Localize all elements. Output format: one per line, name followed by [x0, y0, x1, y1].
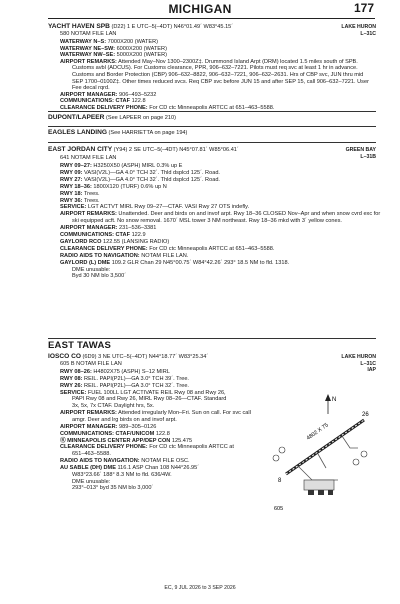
entry-line — [60, 163, 182, 170]
field-label: AIRPORT REMARKS: — [60, 58, 117, 65]
field-value: W83°23.66´ 188° 8.3 NM to fld. 636/4W. — [72, 471, 172, 478]
field-value: 1800X120 (TURF) 0.6% up N — [91, 183, 167, 190]
field-value: DME unusable: — [72, 266, 111, 273]
field-value: 125.475 — [170, 437, 193, 444]
chart-ref: LAKE HURON — [341, 24, 376, 30]
field-label: Ⓡ MINNEAPOLIS CENTER APP/DEP CON — [60, 437, 171, 444]
chart-refs — [341, 24, 376, 37]
airport-name: EAGLES LANDING — [48, 129, 107, 136]
airport-diagram — [268, 392, 374, 516]
field-label: RWY 08–26: — [60, 369, 92, 375]
header-rule — [48, 18, 375, 19]
runway-end-label: 8 — [278, 478, 282, 484]
section-rule — [48, 338, 376, 339]
field-label: AIRPORT MANAGER: — [60, 225, 118, 232]
field-value: NOTAM FILE OSC. — [139, 458, 190, 465]
field-label: RWY 09–27: — [60, 163, 92, 169]
city-heading: EAST TAWAS — [48, 340, 112, 351]
chart-ref: L–31B — [360, 153, 376, 160]
airport-title-line — [48, 24, 233, 31]
field-label: AIRPORT MANAGER: — [60, 91, 118, 98]
airport-header-info: (6D9) 3 NE UTC–5(–4DT) N44°18.77´ W83°25.34´ — [80, 354, 209, 360]
field-value: Trees. — [82, 190, 100, 197]
field-value: LGT ACTVT MIRL Rwy 09–27—CTAF. VASI Rwy 27 OTS indefly. — [86, 204, 250, 211]
section-rule — [48, 111, 376, 112]
field-label: RADIO AIDS TO NAVIGATION: — [60, 458, 140, 465]
entry-line — [72, 79, 369, 86]
field-label: CLEARANCE DELIVERY PHONE: — [60, 444, 148, 451]
field-label: COMMUNICATIONS: CTAF — [60, 232, 131, 238]
airport-name: IOSCO CO — [48, 353, 81, 360]
field-value: Customs and Border Protection (CBP) 906–632–8822, 906–632–7221, 906–632–2631. Hrs of CBP svc, JUN thru mid — [72, 72, 364, 78]
field-value: NOTAM FILE LAN. — [139, 252, 189, 259]
field-value: ski equipped acft. No snow removal. 1670´ MSL tower 3 NM northeast. Rwy 18–36 mkd with 3´ yellow cones. — [72, 218, 342, 225]
field-value: H4802X75 (ASPH) S–12 MIRL — [91, 369, 170, 375]
field-value: 6000X200 (WATER) — [115, 45, 167, 52]
field-value: VASI(V2L)—GA 4.0° TCH 32´. Thld dsplcd 125´. Road. — [82, 176, 220, 183]
field-value: Byd 30 NM blo 3,500´ — [72, 273, 127, 280]
entry-line — [72, 451, 111, 458]
entry-line — [60, 232, 146, 239]
entry-line — [60, 253, 188, 260]
field-label: RWY 18: — [60, 190, 83, 197]
field-label: AU SABLE (DH) DME — [60, 464, 116, 471]
airport-header-info: (D22) 1 E UTC–5(–4DT) N46°01.49´ W83°45.15´ — [109, 24, 234, 30]
field-value: VASI(V2L)—GA 4.0° TCH 32´. Thld dsplcd 125´. Road. — [82, 169, 220, 176]
page-number: 177 — [353, 1, 374, 15]
field-value: For CD ctc Minneapolis ARTCC at 651–463–5588. — [147, 105, 275, 111]
apron — [304, 480, 334, 495]
field-value: FUEL 100LL LGT ACTIVATE REIL Rwy 08 and Rwy 26, — [86, 389, 226, 396]
entry-line — [72, 396, 226, 403]
field-label: RADIO AIDS TO NAVIGATION: — [60, 252, 140, 259]
section-rule — [48, 142, 376, 143]
field-value: 293°–013° byd 35 NM blo 3,000´ — [72, 485, 154, 492]
field-value: 122.8 — [130, 98, 146, 105]
field-value: Trees. — [82, 197, 100, 204]
effective-dates-footer: EC, 9 JUL 2026 to 3 SEP 2026 — [164, 585, 236, 591]
field-value: 122.55 (LANSING RADIO) — [101, 238, 170, 245]
entry-line — [60, 246, 274, 253]
field-value: Customs avbl (ADCUS). For Customs clearance, PPR, 906–632–7221. Pilots must req svc at least 1 hr in advance. — [72, 65, 358, 72]
field-value: 122.9 — [130, 232, 146, 238]
field-label: RWY 09: — [60, 169, 83, 176]
field-value: DME unusable: — [72, 478, 111, 485]
field-value: PAPI Rwy 08 and Rwy 26, MIRL Rwy 08–26—CTAF. Standard — [72, 396, 227, 403]
field-value: 7000X200 (WATER) — [106, 39, 159, 45]
entry-line — [60, 239, 169, 246]
field-label: SERVICE: — [60, 389, 87, 396]
field-label: AIRPORT MANAGER: — [60, 423, 118, 430]
field-value: 906–493–5232 — [117, 91, 157, 98]
airport-title-line — [48, 354, 208, 361]
crossref-text: (See HARRIETTA on page 194) — [106, 130, 188, 136]
chart-ref: LAKE HURON — [341, 354, 376, 360]
entry-line — [60, 465, 199, 472]
chart-ref: L–31C — [360, 360, 376, 367]
field-label: CLEARANCE DELIVERY PHONE: — [60, 245, 148, 252]
entry-line — [60, 204, 249, 211]
field-value: REIL. PAPI(P2L)—GA 3.0° TCH 39´. Tree. — [82, 375, 189, 382]
airport-elev-notam: 641 NOTAM FILE LAN — [60, 155, 117, 161]
field-label: RWY 26: — [60, 382, 83, 389]
airport-name: EAST JORDAN CITY — [48, 146, 113, 153]
field-value: For CD ctc Minneapolis ARTCC at — [147, 444, 234, 451]
field-label: WATERWAY NW–SE: — [60, 52, 116, 59]
field-label: CLEARANCE DELIVERY PHONE: — [60, 105, 148, 111]
field-elevation-label: 605 — [274, 506, 284, 512]
runway-dimensions-label: 4802 X 75 — [305, 422, 330, 442]
field-value: 116.1 ASP Chan 108 N44°26.95´ — [115, 464, 200, 471]
north-label: N — [332, 397, 337, 403]
field-value: 231–536–3381 — [117, 225, 157, 232]
crossref-eagles — [48, 130, 187, 137]
field-value: Unattended. Deer and birds on and invof arpt. Rwy 18–36 CLOSED Nov–Apr and when snow cvrd exc for — [116, 211, 381, 218]
field-value: amgr. Deer and lrg birds on and invof arpt. — [72, 416, 177, 423]
north-arrow — [325, 394, 336, 414]
entry-line — [72, 273, 126, 280]
entry-line — [72, 417, 177, 424]
entry-line — [60, 198, 100, 205]
entry-line — [60, 225, 156, 232]
field-label: AIRPORT REMARKS: — [60, 410, 117, 417]
airport-header-info: (Y94) 2 SE UTC–5(–4DT) N45°07.81´ W85°06.41´ — [112, 147, 239, 153]
entry-line — [60, 383, 189, 390]
entry-line — [60, 177, 220, 184]
field-value: Fee decal rqrd. — [72, 85, 110, 92]
field-value: SEP 1700–0100Z‡. Other times reduced svcs. Req CBP svc before JUN 15 and after SEP 15, call 906–632–7221. User — [72, 78, 369, 85]
field-value: REIL. PAPI(P2L)—GA 3.0° TCH 32´. Tree. — [82, 382, 189, 389]
field-value: 989–305–0126 — [117, 423, 157, 430]
field-label: COMMUNICATIONS: CTAF — [60, 98, 131, 105]
field-value: 3x, 5x, 7x CTAF. Daylight hrs, 5x. — [72, 403, 155, 410]
chart-ref: L–31C — [360, 30, 376, 37]
field-label: SERVICE: — [60, 204, 87, 211]
field-value: Attended May–Nov 1300–2300Z‡. Drummond Island Arpt (DRM) located 1.5 miles south of SPB. — [116, 58, 358, 65]
field-label: GAYLORD (L) DME — [60, 259, 111, 266]
entry-line — [60, 170, 220, 177]
field-label: WATERWAY NE–SW: — [60, 45, 116, 52]
field-label: RWY 08: — [60, 375, 83, 382]
crossref-dupont — [48, 115, 176, 122]
airport-elev-notam: 605 B NOTAM FILE LAN — [60, 361, 122, 367]
field-value: Attended irregularly Mon–Fri. Sun on call. For svc call — [116, 410, 251, 417]
chart-refs — [346, 147, 376, 160]
field-label: RWY 27: — [60, 176, 83, 183]
entry-line — [60, 431, 170, 438]
entry-line — [60, 184, 167, 191]
entry-line — [72, 218, 342, 225]
airport-title-line — [48, 147, 239, 154]
field-value: 122.8 — [154, 430, 170, 437]
field-value: H3250X50 (ASPH) MIRL 0.3% up E — [91, 163, 183, 169]
field-label: RWY 18–36: — [60, 183, 92, 190]
field-value: 109.2 GLR Chan 29 N45°00.75´ W84°42.26´ 293° 18.5 NM to fld. 1318. — [110, 259, 290, 266]
field-value: 651–463–5588. — [72, 451, 111, 458]
section-rule — [48, 126, 376, 127]
airport-name: DUPONT/LAPEER — [48, 114, 105, 121]
field-label: GAYLORD RCO — [60, 238, 102, 245]
field-label: COMMUNICATIONS: CTAF/UNICOM — [60, 430, 155, 437]
entry-line — [60, 260, 289, 267]
crossref-text: (See LAPEER on page 210) — [104, 115, 176, 121]
airport-name: YACHT HAVEN SPB — [48, 23, 110, 30]
entry-line — [72, 485, 153, 492]
field-value: For CD ctc Minneapolis ARTCC at 651–463–5588. — [147, 245, 275, 252]
runway-end-label: 26 — [362, 412, 369, 418]
chart-ref: IAP — [367, 367, 376, 374]
page-state-title: MICHIGAN — [168, 2, 232, 16]
chart-ref: GREEN BAY — [345, 147, 376, 153]
entry-line — [60, 191, 100, 198]
field-label: WATERWAY N–S: — [60, 39, 107, 45]
airport-elev-notam: 580 NOTAM FILE LAN — [60, 31, 117, 37]
field-label: AIRPORT REMARKS: — [60, 211, 117, 218]
field-value: 5000X200 (WATER) — [115, 52, 168, 59]
entry-line — [72, 267, 110, 274]
entry-line — [60, 211, 380, 218]
field-label: RWY 36: — [60, 197, 83, 204]
chart-refs — [341, 354, 376, 374]
